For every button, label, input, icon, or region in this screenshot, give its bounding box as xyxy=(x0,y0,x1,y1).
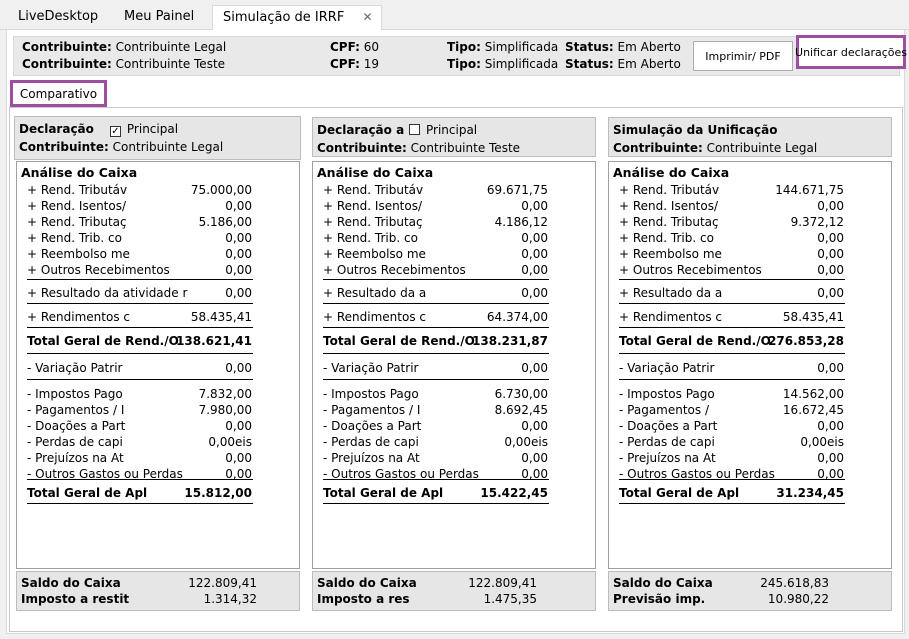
tab-comparativo[interactable]: Comparativo xyxy=(10,80,107,107)
principal-checkbox[interactable]: ✓ xyxy=(111,126,120,137)
cash-analysis-row xyxy=(323,182,548,198)
row-label: - Doações a Part xyxy=(619,419,718,433)
row-value: 0,00 xyxy=(521,199,548,213)
row-label: + Rend. Tributáv xyxy=(619,183,720,197)
row-value: 0,00 xyxy=(817,451,844,465)
row-value: 0,00 xyxy=(225,263,252,277)
print-pdf-button[interactable]: Imprimir/ PDF xyxy=(693,41,793,71)
section-title: Análise do Caixa xyxy=(613,165,730,180)
previsao-label: Previsão imp. xyxy=(613,592,706,606)
row-label: + Outros Recebimentos xyxy=(323,263,466,277)
declaration-1-title-row xyxy=(19,120,296,138)
divider xyxy=(619,279,845,280)
divider xyxy=(323,327,549,328)
imposto-value: 1.314,32 xyxy=(203,592,257,606)
row-label: + Reembolso me xyxy=(27,247,130,261)
cash-analysis-row xyxy=(323,485,548,501)
cash-analysis-row xyxy=(619,485,844,501)
row-label: + Reembolso me xyxy=(619,247,722,261)
tab-bar xyxy=(0,0,909,30)
divider xyxy=(323,379,549,380)
cash-analysis-row xyxy=(27,198,252,214)
row-value: 7.980,00 xyxy=(198,403,252,417)
row-label: + Rend. Tributáv xyxy=(27,183,128,197)
row-value: 0,00 xyxy=(521,286,548,300)
declaration-1-footer xyxy=(16,571,300,611)
row-value: 7.832,00 xyxy=(198,387,252,401)
row-value: 0,00 xyxy=(521,247,548,261)
cash-analysis-row xyxy=(27,333,252,349)
row-value: 0,00eis xyxy=(504,435,548,449)
cash-analysis-row xyxy=(323,198,548,214)
cash-analysis-row xyxy=(619,214,844,230)
divider xyxy=(323,353,549,354)
row-label: Total Geral de Rend./O xyxy=(27,334,179,348)
cash-analysis-row xyxy=(619,418,844,434)
cash-analysis-row xyxy=(323,418,548,434)
row-value: 0,00 xyxy=(225,199,252,213)
row-value: 14.562,00 xyxy=(782,387,844,401)
unification-footer xyxy=(608,571,892,611)
row-label: + Rend. Tributáv xyxy=(323,183,424,197)
declaration-2-title-row xyxy=(317,121,591,139)
row-value: 0,00 xyxy=(817,419,844,433)
row-value: 0,00 xyxy=(817,247,844,261)
tab-label: LiveDesktop xyxy=(18,9,99,24)
row-value: 144.671,75 xyxy=(775,183,844,197)
contrib-value: Contribuinte Legal xyxy=(112,140,224,154)
cash-analysis-row xyxy=(323,386,548,402)
cash-analysis-row xyxy=(619,309,844,325)
cash-analysis-row xyxy=(27,309,252,325)
divider xyxy=(619,379,845,380)
divider xyxy=(27,479,253,480)
cash-analysis-row xyxy=(323,230,548,246)
row-value: 58.435,41 xyxy=(782,310,844,324)
row-value: 0,00 xyxy=(521,231,548,245)
unification-title-row xyxy=(613,121,887,139)
row-label: + Rendimentos c xyxy=(323,310,426,324)
row-label: + Rend. Trib. co xyxy=(323,231,418,245)
comparison-panel xyxy=(9,107,903,632)
status-1: Status: Em Aberto xyxy=(565,40,681,54)
unification-contrib-row xyxy=(613,139,887,157)
principal-label: Principal xyxy=(126,122,179,136)
row-label: - Variação Patrir xyxy=(323,361,419,375)
row-label: - Doações a Part xyxy=(323,419,422,433)
row-value: 0,00 xyxy=(521,419,548,433)
row-label: - Impostos Pago xyxy=(27,387,123,401)
divider xyxy=(619,327,845,328)
cash-analysis-row xyxy=(619,434,844,450)
row-value: 15.812,00 xyxy=(184,486,252,500)
row-value: 31.234,45 xyxy=(776,486,844,500)
row-value: 0,00 xyxy=(817,286,844,300)
row-value: 0,00 xyxy=(225,286,252,300)
cash-analysis-row xyxy=(323,360,548,376)
contrib-label: Contribuinte: xyxy=(19,140,109,154)
principal-checkbox[interactable] xyxy=(409,124,420,135)
tipo-1: Tipo: Simplificada xyxy=(447,40,559,54)
simulation-content xyxy=(6,30,905,634)
saldo-value: 245.618,83 xyxy=(760,576,829,590)
section-title: Análise do Caixa xyxy=(317,165,434,180)
declaration-2-body xyxy=(312,161,596,569)
contribuinte-2: Contribuinte: Contribuinte Teste xyxy=(22,57,226,71)
row-value: 0,00 xyxy=(225,247,252,261)
row-label: + Rend. Isentos/ xyxy=(27,199,127,213)
divider xyxy=(27,279,253,280)
declaration-2-header xyxy=(312,117,596,157)
divider xyxy=(619,353,845,354)
cash-analysis-row xyxy=(27,402,252,418)
contrib-label: Contribuinte: xyxy=(317,141,407,155)
row-value: 0,00eis xyxy=(208,435,252,449)
cash-analysis-row xyxy=(619,230,844,246)
row-label: + Resultado da a xyxy=(619,286,723,300)
cash-analysis-row xyxy=(27,418,252,434)
divider xyxy=(323,479,549,480)
cash-analysis-row xyxy=(27,450,252,466)
row-label: + Resultado da atividade r xyxy=(27,286,188,300)
declaration-title: Declaração xyxy=(19,122,94,136)
row-label: + Rend. Trib. co xyxy=(619,231,714,245)
divider xyxy=(323,279,549,280)
saldo-label: Saldo do Caixa xyxy=(613,576,713,590)
cash-analysis-row xyxy=(323,285,548,301)
row-label: - Variação Patrir xyxy=(619,361,715,375)
row-label: + Outros Recebimentos xyxy=(27,263,170,277)
declaration-1-contrib-row xyxy=(19,138,296,156)
row-label: + Rend. Isentos/ xyxy=(323,199,423,213)
saldo-value: 122.809,41 xyxy=(188,576,257,590)
cash-analysis-row xyxy=(619,262,844,278)
cash-analysis-row xyxy=(27,386,252,402)
cpf-2: CPF: 19 xyxy=(330,57,380,71)
cash-analysis-row xyxy=(27,434,252,450)
cash-analysis-row xyxy=(27,214,252,230)
row-value: 8.692,45 xyxy=(494,403,548,417)
row-label: Total Geral de Rend./O xyxy=(619,334,771,348)
row-value: 0,00 xyxy=(225,467,252,481)
summary-header xyxy=(13,36,907,76)
status-2: Status: Em Aberto xyxy=(565,57,681,71)
row-value: 0,00 xyxy=(521,263,548,277)
row-value: 15.422,45 xyxy=(480,486,548,500)
row-value: 9.372,12 xyxy=(790,215,844,229)
row-value: 0,00 xyxy=(817,263,844,277)
divider xyxy=(27,303,253,304)
row-value: 0,00 xyxy=(225,231,252,245)
cash-analysis-row xyxy=(27,360,252,376)
divider xyxy=(27,503,253,504)
row-label: + Rend. Tributaç xyxy=(27,215,127,229)
cash-analysis-row xyxy=(619,450,844,466)
cash-analysis-row xyxy=(619,402,844,418)
cash-analysis-row xyxy=(27,246,252,262)
row-label: - Impostos Pago xyxy=(619,387,715,401)
row-label: + Resultado da a xyxy=(323,286,427,300)
divider xyxy=(323,303,549,304)
cash-analysis-row xyxy=(323,434,548,450)
row-label: - Prejuízos na At xyxy=(323,451,420,465)
cash-analysis-row xyxy=(27,285,252,301)
divider xyxy=(619,503,845,504)
saldo-value: 122.809,41 xyxy=(468,576,537,590)
row-label: - Outros Gastos ou Perdas xyxy=(27,467,183,481)
row-label: Total Geral de Rend./O xyxy=(323,334,475,348)
cash-analysis-row xyxy=(619,182,844,198)
cash-analysis-row xyxy=(619,285,844,301)
row-label: + Rendimentos c xyxy=(619,310,722,324)
saldo-label: Saldo do Caixa xyxy=(317,576,417,590)
cash-analysis-row xyxy=(323,214,548,230)
tab-meu-painel[interactable] xyxy=(114,5,204,30)
imposto-label: Imposto a res xyxy=(317,592,410,606)
row-label: + Rend. Tributaç xyxy=(323,215,423,229)
cash-analysis-row xyxy=(27,262,252,278)
tab-label: Simulação de IRRF xyxy=(223,10,345,25)
row-label: - Pagamentos / xyxy=(619,403,709,417)
close-icon[interactable]: ✕ xyxy=(362,10,373,24)
contrib-value: Contribuinte Teste xyxy=(410,141,521,155)
cash-analysis-row xyxy=(619,198,844,214)
cash-analysis-row xyxy=(323,246,548,262)
row-label: + Rend. Trib. co xyxy=(27,231,122,245)
declaration-1-body xyxy=(16,161,300,569)
row-value: 69.671,75 xyxy=(486,183,548,197)
unification-header xyxy=(608,117,892,157)
row-value: 0,00 xyxy=(817,467,844,481)
declaration-title: Simulação da Unificação xyxy=(613,123,778,137)
row-label: - Outros Gastos ou Perdas xyxy=(323,467,479,481)
row-label: + Rend. Isentos/ xyxy=(619,199,719,213)
cash-analysis-row xyxy=(323,333,548,349)
row-value: 16.672,45 xyxy=(782,403,844,417)
contribuinte-1: Contribuinte: Contribuinte Legal xyxy=(22,40,227,54)
cash-analysis-row xyxy=(323,309,548,325)
row-value: 0,00 xyxy=(225,451,252,465)
row-value: 0,00 xyxy=(225,419,252,433)
row-value: 0,00eis xyxy=(800,435,844,449)
cash-analysis-row xyxy=(619,333,844,349)
row-value: 0,00 xyxy=(225,361,252,375)
section-title: Análise do Caixa xyxy=(21,165,138,180)
unify-declarations-button[interactable]: Unificar declarações xyxy=(796,35,906,69)
row-value: 58.435,41 xyxy=(190,310,252,324)
declaration-2-contrib-row xyxy=(317,139,591,157)
row-label: + Rendimentos c xyxy=(27,310,130,324)
saldo-label: Saldo do Caixa xyxy=(21,576,121,590)
cash-analysis-row xyxy=(323,262,548,278)
cash-analysis-row xyxy=(27,230,252,246)
row-value: 75.000,00 xyxy=(190,183,252,197)
cash-analysis-row xyxy=(323,402,548,418)
cash-analysis-row xyxy=(27,485,252,501)
cash-analysis-row xyxy=(619,360,844,376)
previsao-value: 10.980,22 xyxy=(767,592,829,606)
row-value: 0,00 xyxy=(817,199,844,213)
cash-analysis-row xyxy=(27,182,252,198)
row-value: 0,00 xyxy=(521,361,548,375)
row-label: - Pagamentos / I xyxy=(27,403,125,417)
declaration-2-footer xyxy=(312,571,596,611)
row-label: - Variação Patrir xyxy=(27,361,123,375)
row-value: 138.621,41 xyxy=(176,334,252,348)
cash-analysis-row xyxy=(619,386,844,402)
row-label: Total Geral de Apl xyxy=(323,486,444,500)
declaration-1-header xyxy=(14,116,301,160)
tab-livedesktop[interactable] xyxy=(8,5,108,30)
row-label: Total Geral de Apl xyxy=(619,486,740,500)
row-value: 0,00 xyxy=(521,467,548,481)
divider xyxy=(323,503,549,504)
imposto-value: 1.475,35 xyxy=(483,592,537,606)
divider xyxy=(619,303,845,304)
divider xyxy=(27,327,253,328)
row-value: 276.853,28 xyxy=(768,334,844,348)
declaration-title: Declaração a xyxy=(317,123,405,137)
contrib-value: Contribuinte Legal xyxy=(706,141,818,155)
row-label: - Pagamentos / I xyxy=(323,403,421,417)
row-label: + Outros Recebimentos xyxy=(619,263,762,277)
cpf-1: CPF: 60 xyxy=(330,40,380,54)
row-label: - Outros Gastos ou Perdas xyxy=(619,467,775,481)
row-value: 0,00 xyxy=(521,451,548,465)
divider xyxy=(619,479,845,480)
row-label: - Prejuízos na At xyxy=(619,451,716,465)
row-label: - Perdas de capi xyxy=(323,435,419,449)
row-value: 64.374,00 xyxy=(486,310,548,324)
row-value: 0,00 xyxy=(817,231,844,245)
row-label: - Impostos Pago xyxy=(323,387,419,401)
row-value: 5.186,00 xyxy=(198,215,252,229)
row-value: 138.231,87 xyxy=(472,334,548,348)
unification-body xyxy=(608,161,892,569)
row-value: 0,00 xyxy=(817,361,844,375)
row-value: 4.186,12 xyxy=(494,215,548,229)
tipo-2: Tipo: Simplificada xyxy=(447,57,559,71)
divider xyxy=(27,353,253,354)
row-label: + Rend. Tributaç xyxy=(619,215,719,229)
row-label: - Perdas de capi xyxy=(27,435,123,449)
principal-label: Principal xyxy=(426,123,478,137)
row-label: - Doações a Part xyxy=(27,419,126,433)
cash-analysis-row xyxy=(323,450,548,466)
cash-analysis-row xyxy=(619,246,844,262)
row-label: Total Geral de Apl xyxy=(27,486,148,500)
row-label: + Reembolso me xyxy=(323,247,426,261)
tab-label: Meu Painel xyxy=(124,9,195,24)
divider xyxy=(27,379,253,380)
contrib-label: Contribuinte: xyxy=(613,141,703,155)
row-value: 6.730,00 xyxy=(494,387,548,401)
row-label: - Perdas de capi xyxy=(619,435,715,449)
row-label: - Prejuízos na At xyxy=(27,451,124,465)
imposto-label: Imposto a restit xyxy=(21,592,130,606)
tab-simulacao-irrf[interactable] xyxy=(212,5,382,30)
